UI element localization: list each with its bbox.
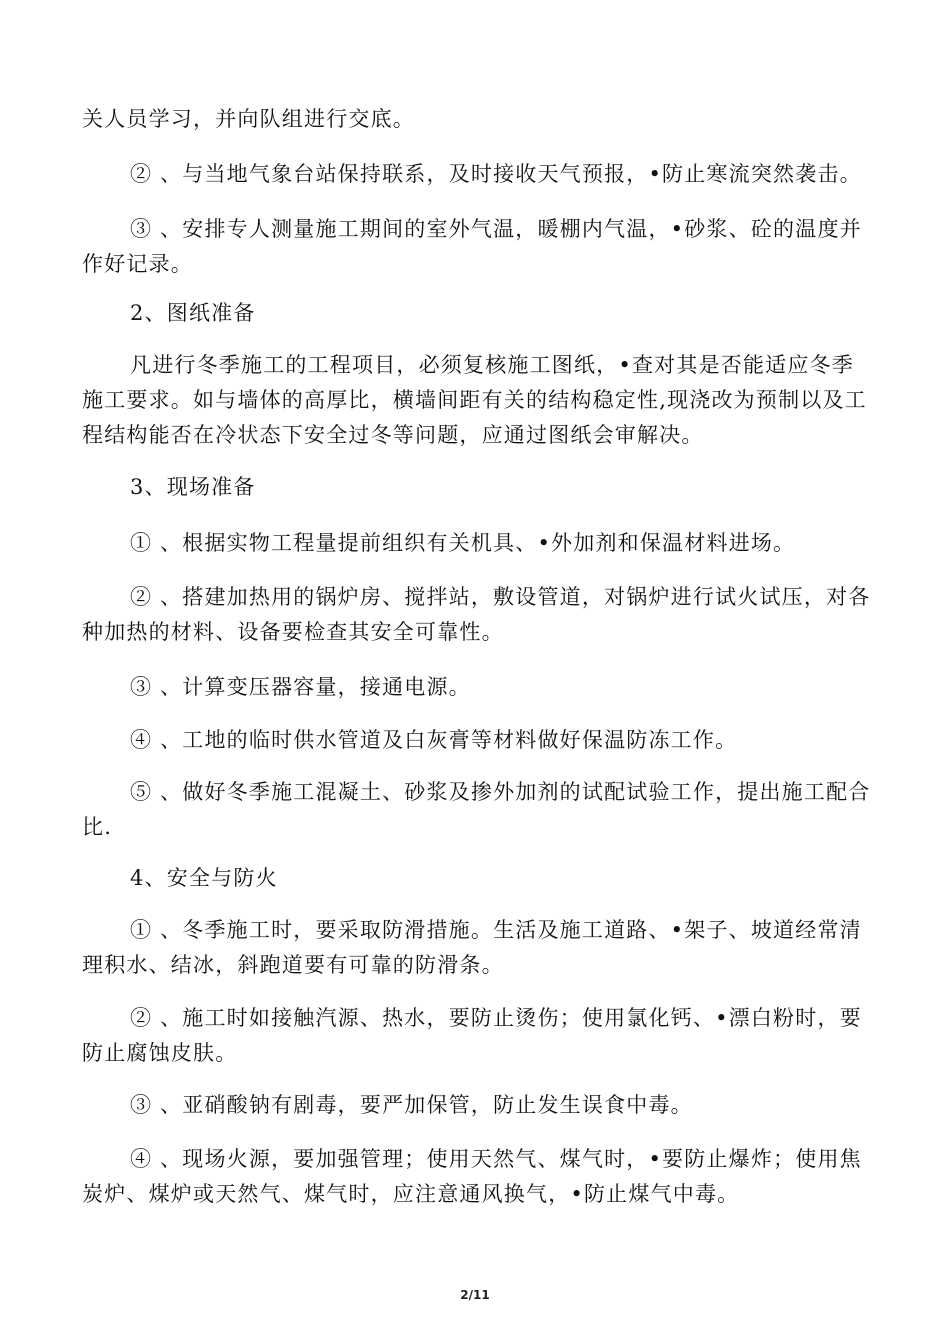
paragraph-drawings: 凡进行冬季施工的工程项目，必须复核施工图纸，•查对其是否能适应冬季施工要求。如与墙体的高厚比，横墙间距有关的结构稳定性,现浇改为预制以及工程结构能否在冷状态下安全过冬等问题，应通过图纸会审解决。	[82, 353, 867, 447]
paragraph-safety-1: ① 、冬季施工时，要采取防滑措施。生活及施工道路、•架子、坡道经常清理积水、结冰，斜跑道要有可靠的防滑条。	[82, 918, 862, 977]
paragraph-continuation: 关人员学习，并向队组进行交底。	[82, 107, 415, 131]
paragraph-safety-2: ② 、施工时如接触汽源、热水，要防止烫伤；使用氯化钙、•漂白粉时，要防止腐蚀皮肤。	[82, 1006, 862, 1065]
paragraph-safety-3: ③ 、亚硝酸钠有剧毒，要严加保管，防止发生误食中毒。	[130, 1093, 693, 1117]
paragraph-site-2: ② 、搭建加热用的锅炉房、搅拌站，敷设管道，对锅炉进行试火试压，对各种加热的材料、设备要检查其安全可靠性。	[82, 585, 871, 644]
section-heading-site: 3、现场准备	[130, 475, 256, 499]
paragraph-safety-4: ④ 、现场火源，要加强管理；使用天然气、煤气时，•要防止爆炸；使用焦炭炉、煤炉或天然气、煤气时，应注意通风换气，•防止煤气中毒。	[82, 1147, 862, 1206]
paragraph-site-1: ① 、根据实物工程量提前组织有关机具、•外加剂和保温材料进场。	[130, 531, 796, 555]
paragraph-weather-contact: ② 、与当地气象台站保持联系，及时接收天气预报，•防止寒流突然袭击。	[130, 162, 862, 186]
paragraph-site-3: ③ 、计算变压器容量，接通电源。	[130, 675, 471, 699]
section-heading-drawings: 2、图纸准备	[130, 301, 256, 325]
paragraph-site-4: ④ 、工地的临时供水管道及白灰膏等材料做好保温防冻工作。	[130, 728, 738, 752]
paragraph-temperature-record: ③ 、安排专人测量施工期间的室外气温，暖棚内气温，•砂浆、砼的温度并作好记录。	[82, 217, 862, 276]
page-number: 2/11	[460, 1288, 490, 1302]
paragraph-site-5: ⑤ 、做好冬季施工混凝土、砂浆及掺外加剂的试配试验工作，提出施工配合比.	[82, 780, 871, 839]
section-heading-safety: 4、安全与防火	[130, 866, 278, 890]
